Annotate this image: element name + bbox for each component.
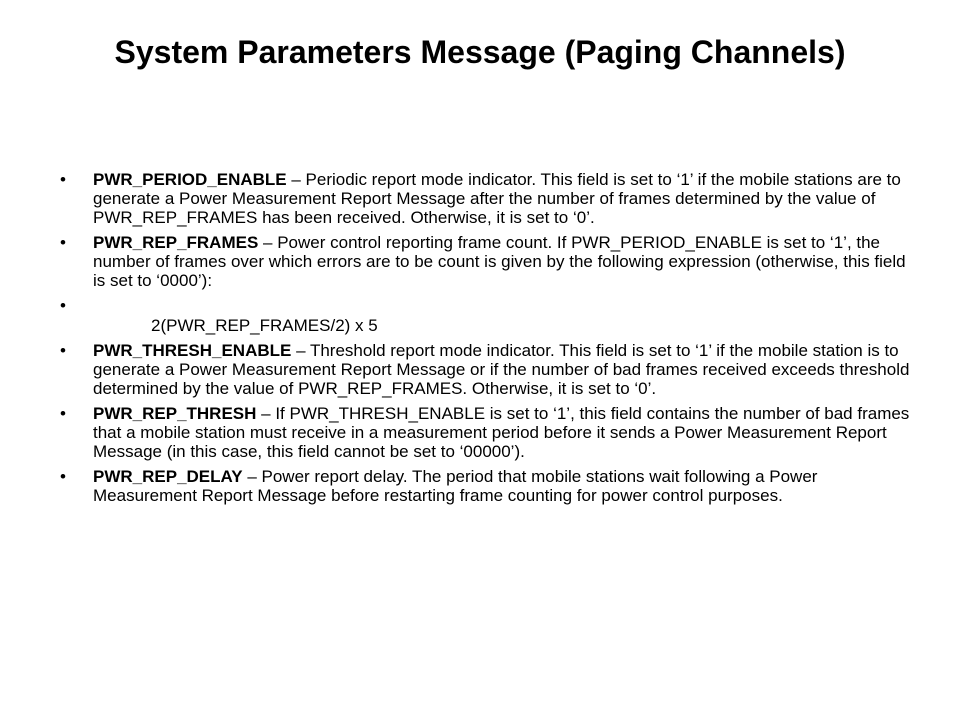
- bullet-dot-icon: •: [60, 233, 66, 252]
- term-label: PWR_REP_DELAY: [93, 467, 243, 486]
- term-description: – Power control reporting frame count. If PWR_PERIOD_ENABLE is set to ‘1’, the number of frames over which errors are to be count is given by the following expression (otherwise, this field is set to ‘0000’):: [93, 233, 906, 290]
- bullet-dot-icon: •: [60, 404, 66, 423]
- term-description: – Periodic report mode indicator. This field is set to ‘1’ if the mobile stations are to generate a Power Measurement Report Message after the number of frames determined by the value of PWR_REP_FRAMES has been received. Otherwise, it is set to ‘0’.: [93, 170, 901, 227]
- bullet-pwr-thresh-enable: [60, 341, 910, 398]
- bullet-dot-icon: •: [60, 296, 66, 315]
- formula-expression: 2(PWR_REP_FRAMES/2) x 5: [151, 316, 378, 335]
- bullet-pwr-rep-delay: [60, 467, 910, 505]
- term-label: PWR_REP_THRESH: [93, 404, 257, 423]
- bullet-dot-icon: •: [60, 170, 66, 189]
- bullet-formula: [60, 296, 910, 335]
- bullet-pwr-rep-frames: [60, 233, 910, 290]
- term-label: PWR_PERIOD_ENABLE: [93, 170, 287, 189]
- slide-title: System Parameters Message (Paging Channels): [114, 34, 846, 70]
- bullet-pwr-period-enable: [60, 170, 910, 227]
- term-description: – If PWR_THRESH_ENABLE is set to ‘1’, this field contains the number of bad frames that a mobile station must receive in a measurement period before it sends a Power Measurement Report Message (in this case, this field cannot be set to ‘00000’).: [93, 404, 910, 461]
- term-label: PWR_THRESH_ENABLE: [93, 341, 292, 360]
- term-description: – Power report delay. The period that mobile stations wait following a Power Measurement Report Message before restarting frame counting for power control purposes.: [93, 467, 818, 505]
- bullet-list: [60, 170, 910, 511]
- term-description: – Threshold report mode indicator. This field is set to ‘1’ if the mobile station is to generate a Power Measurement Report Message or if the number of bad frames received exceeds threshold determined by the value of PWR_REP_FRAMES. Otherwise, it is set to ‘0’.: [93, 341, 910, 398]
- term-label: PWR_REP_FRAMES: [93, 233, 259, 252]
- bullet-dot-icon: •: [60, 467, 66, 486]
- bullet-dot-icon: •: [60, 341, 66, 360]
- bullet-pwr-rep-thresh: [60, 404, 910, 461]
